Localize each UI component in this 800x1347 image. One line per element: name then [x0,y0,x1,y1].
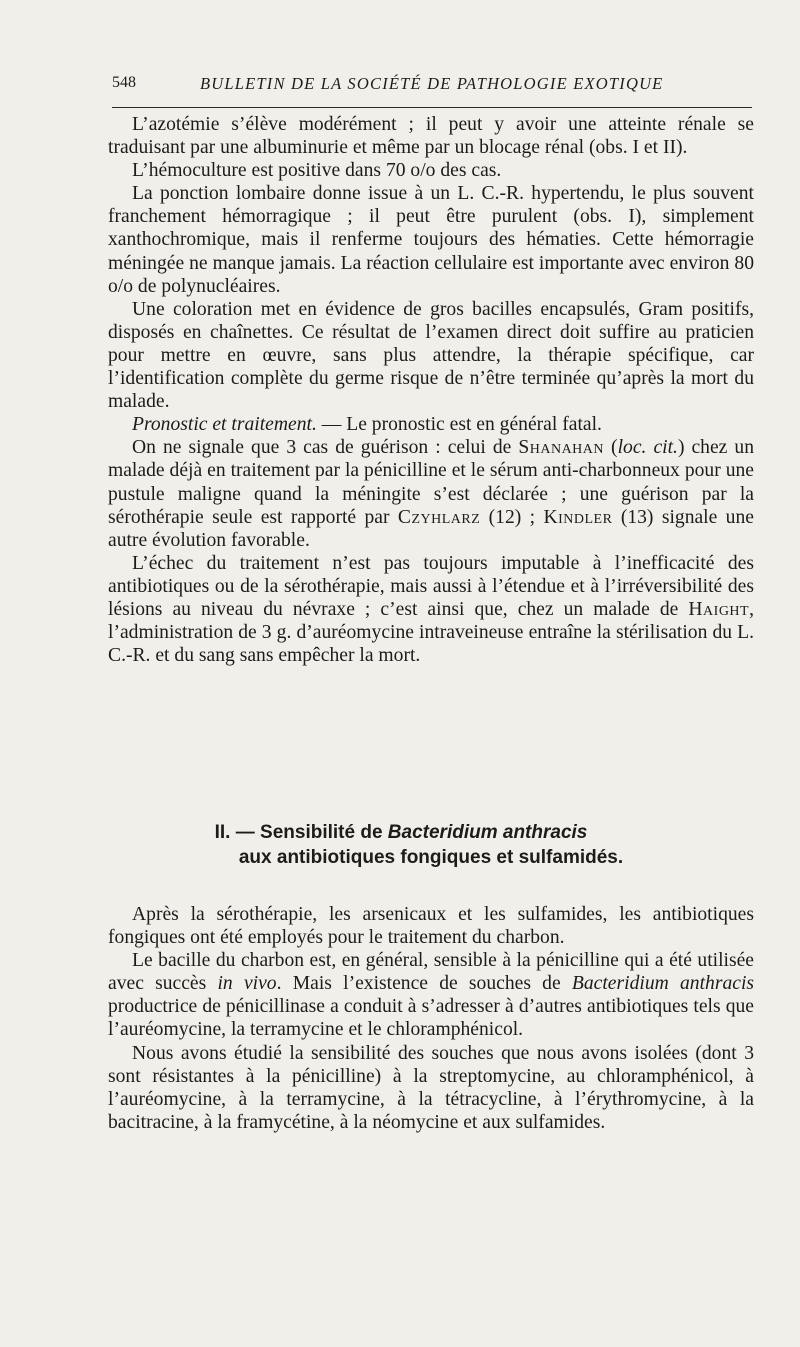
text-run: L’azotémie s’élève modérément ; il peut y avoir une atteinte rénale se traduisant par une albuminurie et même par un blocage rénal (obs. I et II). [108,114,754,159]
section-heading-line-1 [48,820,754,845]
section-dash: — [230,822,261,843]
author-name: Shanahan [518,437,605,459]
section-prefix: Sensibilité de [260,822,388,843]
journal-title: BULLETIN DE LA SOCIÉTÉ DE PATHOLOGIE EXOTIQUE [200,74,664,93]
text-run: productrice de pénicillinase a conduit à s’adresser à d’autres antibiotiques tels que l’auréomycine, la terramycine et le chloramphénicol. [108,996,754,1041]
text-run: (12) ; [480,506,544,528]
paragraph [108,552,754,667]
text-run: — Le pronostic est en général fatal. [316,414,602,436]
page-number: 548 [112,74,136,91]
body-text-top [108,113,754,667]
text-run: Après la sérothérapie, les arsenicaux et les sulfamides, les antibiotiques fongiques ont été employés pour le traitement du charbon. [108,904,754,949]
body-text-bottom [108,903,754,1134]
italic-text: Pronostic et traitement. [132,414,317,436]
text-run: Nous avons étudié la sensibilité des souches que nous avons isolées (dont 3 sont résistantes à la pénicilline) à la streptomycine, au chloramphénicol, à l’auréomycine, à la terramycine, à la tétracycline, à l’érythromycine, à la bacitracine, à la framycétine, à la néomycine et aux sulfamides. [108,1042,754,1133]
text-run: (13) signale une autre évolution favorable. [108,506,754,551]
section-numeral: II. [214,822,231,843]
text-run: L’hémoculture est positive dans 70 o/o des cas. [132,160,502,182]
italic-text: loc. cit. [617,437,678,459]
author-name: Kindler [543,506,613,528]
paragraph [108,949,754,1041]
paragraph [108,903,754,949]
text-run: La ponction lombaire donne issue à un L. C.-R. hypertendu, le plus souvent franchement hémorragique ; il peut être purulent (obs. I), simplement xanthochromique, mais il renferme toujours des hématies. Cette hémorragie méningée ne manque jamais. La réaction cellulaire est importante avec environ 80 o/o de polynucléaires. [108,183,754,297]
header-rule [112,107,752,108]
text-run: . Mais l’existence de souches de [276,973,572,995]
text-run: Le bacille du charbon est, en général, sensible à la pénicilline qui a été utilisée avec succès [108,950,754,995]
running-header [112,74,752,98]
text-run: Une coloration met en évidence de gros bacilles encapsulés, Gram positifs, disposés en chaînettes. Ce résultat de l’examen direct doit suffire au praticien pour mettre en œuvre, sans plus attendre, la thérapie spécifique, car l’identification complète du germe risque de n’être terminée qu’après la mort du malade. [108,298,754,413]
paragraph [108,113,754,159]
text-run: ( [604,437,618,459]
italic-text: in vivo [217,973,277,995]
paragraph [108,298,754,413]
section-heading [108,820,754,870]
text-run: L’échec du traitement n’est pas toujours imputable à l’inefficacité des antibiotiques ou de la sérothérapie, mais aussi à l’étendue et à l’irréversibilité des lésions au niveau du névraxe ; c’est ainsi que, chez un malade de [108,552,754,620]
text-run: On ne signale que 3 cas de guérison : celui de [132,437,519,459]
paragraph [108,1042,754,1134]
italic-text: Bacteridium anthracis [571,973,755,995]
paragraph [108,159,754,182]
section-heading-line-2: aux antibiotiques fongiques et sulfamidés. [238,847,624,868]
text-run: , l’administration de 3 g. d’auréomycine intraveineuse entraîne la stérilisation du L. C.-R. et du sang sans empêcher la mort. [108,598,754,667]
paragraph [108,436,754,551]
paragraph [108,182,754,297]
text-run: ) chez un malade déjà en traitement par la pénicilline et le sérum anti-charbonneux pour une pustule maligne quand la méningite s’est déclarée ; une guérison par la sérothérapie seule est rapporté par [108,437,754,528]
author-name: Haight [688,598,750,620]
section-organism: Bacteridium anthracis [387,822,588,843]
paragraph [108,413,754,436]
author-name: Czyhlarz [397,506,481,528]
